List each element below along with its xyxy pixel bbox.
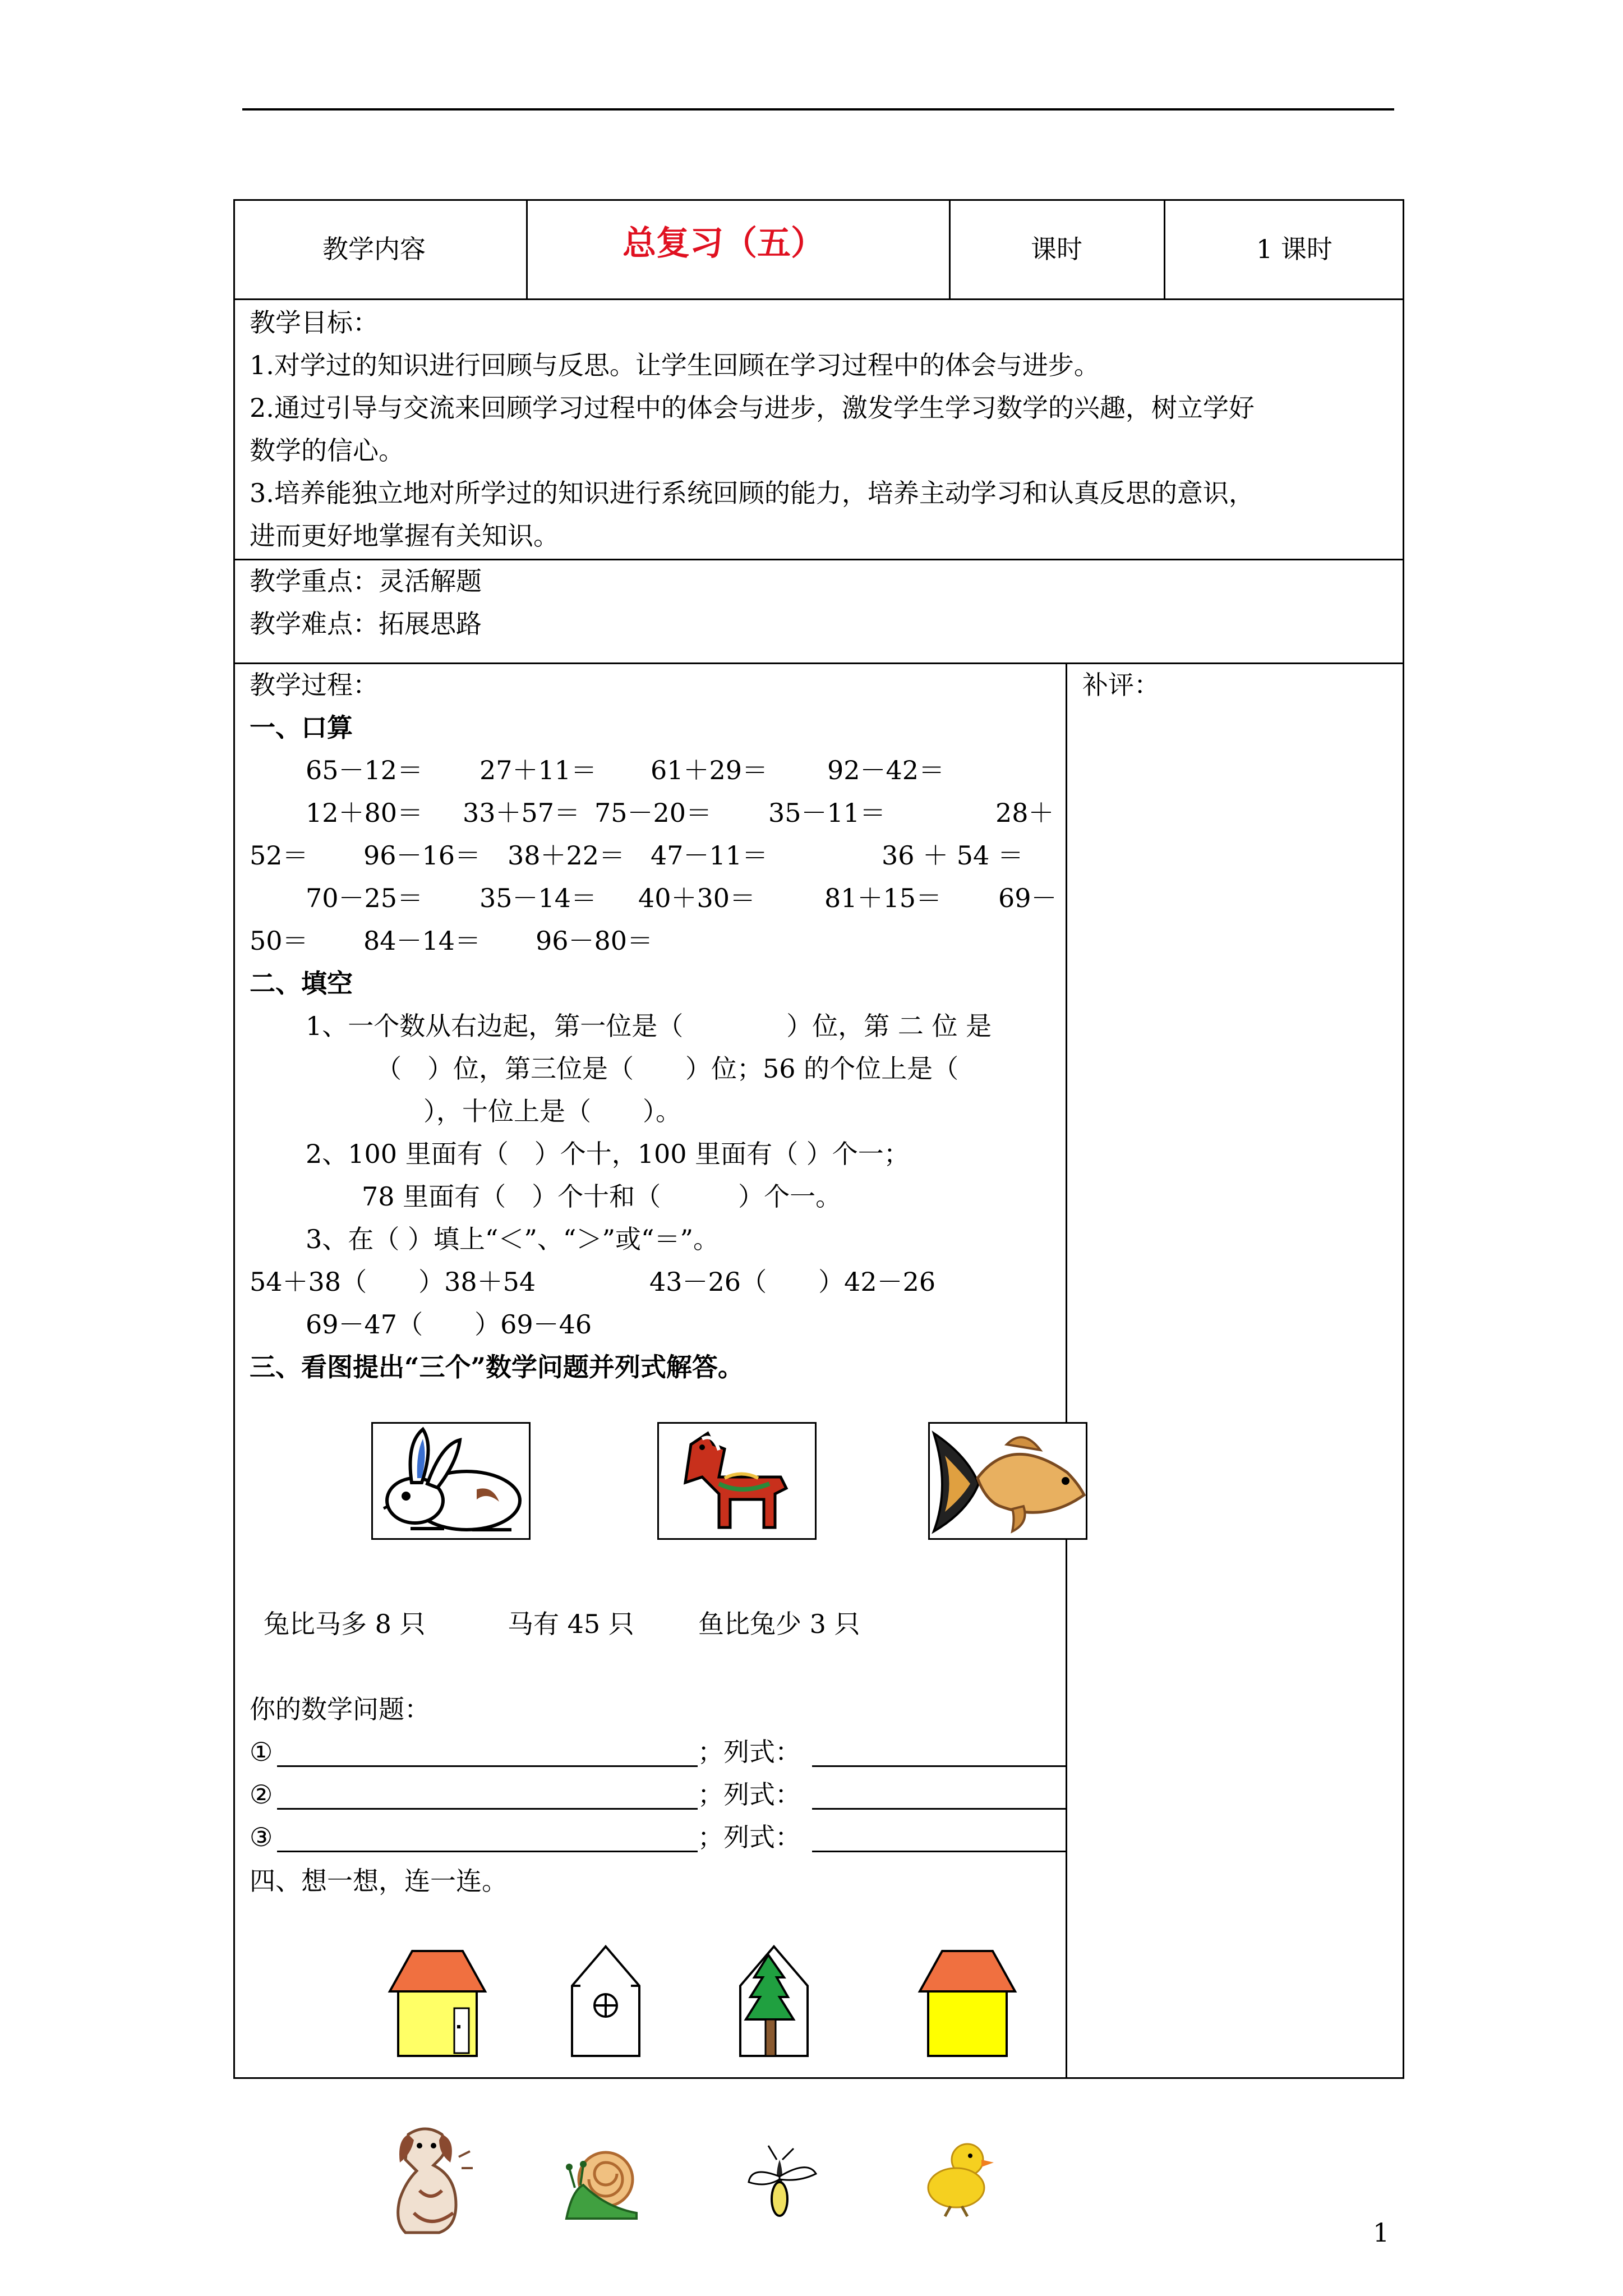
process-heading: 教学过程： bbox=[250, 670, 379, 700]
fill-q2-line2: 78 里面有（ ）个十和（ ）个一。 bbox=[362, 1181, 842, 1212]
question-blank[interactable] bbox=[277, 1765, 698, 1767]
marker: ① bbox=[250, 1737, 273, 1767]
objective-1: 1.对学过的知识进行回顾与反思。让学生回顾在学习过程中的体会与进步。 bbox=[250, 350, 1100, 380]
lesson-title: 总复习（五） bbox=[623, 224, 824, 263]
expr: 69－ bbox=[998, 883, 1057, 913]
marker: ② bbox=[250, 1779, 273, 1810]
compare-1: 54＋38（ ）38＋54 bbox=[250, 1267, 536, 1297]
caption-fish: 鱼比兔少 3 只 bbox=[698, 1609, 860, 1639]
comment-label: 补评： bbox=[1082, 670, 1160, 700]
formula-label: ；列式： bbox=[698, 1822, 801, 1852]
formula-label: ；列式： bbox=[698, 1737, 801, 1767]
rabbit-picture bbox=[371, 1422, 531, 1540]
section3-heading: 三、看图提出“三个”数学问题并列式解答。 bbox=[250, 1352, 744, 1382]
section1-heading: 一、口算 bbox=[250, 712, 353, 743]
fill-q3-line1: 3、在（ ）填上“＜”、“＞”或“＝”。 bbox=[306, 1224, 719, 1254]
expr: 47－11＝ bbox=[651, 840, 768, 871]
expr: 81＋15＝ bbox=[824, 883, 942, 913]
difficulty: 教学难点：拓展思路 bbox=[250, 609, 482, 639]
expr: 27＋11＝ bbox=[479, 755, 597, 785]
objectives-heading: 教学目标： bbox=[250, 307, 379, 338]
house-window-icon bbox=[566, 1944, 645, 2059]
house-yellow-icon bbox=[917, 1947, 1018, 2059]
formula-blank[interactable] bbox=[812, 1765, 1066, 1767]
expr: 35－11＝ bbox=[768, 798, 886, 828]
expr: 50＝ bbox=[250, 926, 308, 956]
your-question-label: 你的数学问题： bbox=[250, 1694, 430, 1724]
expr: 84－14＝ bbox=[363, 926, 481, 956]
fill-q2-line1: 2、100 里面有（ ）个十，100 里面有（ ）个一； bbox=[306, 1139, 910, 1169]
marker: ③ bbox=[250, 1822, 273, 1852]
page-number: 1 bbox=[1373, 2217, 1390, 2248]
expr: 12＋80＝ bbox=[306, 798, 423, 828]
fill-q1-line3: ），十位上是（ ）。 bbox=[423, 1096, 681, 1126]
label-class-period: 课时 bbox=[1031, 234, 1082, 264]
expr: 33＋57＝ bbox=[463, 798, 580, 828]
expr: 61＋29＝ bbox=[651, 755, 768, 785]
objective-3-line2: 进而更好地掌握有关知识。 bbox=[250, 521, 559, 551]
expr: 96－16＝ bbox=[363, 840, 481, 871]
chick-icon bbox=[923, 2140, 995, 2219]
label-teaching-content: 教学内容 bbox=[322, 234, 426, 264]
formula-label: ；列式： bbox=[698, 1779, 801, 1810]
expr: 96－80＝ bbox=[536, 926, 653, 956]
expr: 40＋30＝ bbox=[638, 883, 756, 913]
objective-2-line1: 2.通过引导与交流来回顾学习过程中的体会与进步，激发学生学习数学的兴趣，树立学好 bbox=[250, 393, 1255, 423]
objective-3-line1: 3.培养能独立地对所学过的知识进行系统回顾的能力，培养主动学习和认真反思的意识， bbox=[250, 478, 1255, 508]
house-door-icon bbox=[387, 1947, 488, 2059]
caption-rabbit: 兔比马多 8 只 bbox=[264, 1609, 426, 1639]
fill-q1-line1: 1、一个数从右边起，第一位是（ ）位，第 二 位 是 bbox=[306, 1011, 992, 1041]
dog-icon bbox=[375, 2123, 487, 2241]
expr: 52＝ bbox=[250, 840, 308, 871]
expr: 36 ＋ 54 ＝ bbox=[882, 840, 1023, 871]
firefly-icon bbox=[746, 2143, 819, 2227]
question-blank[interactable] bbox=[277, 1808, 698, 1810]
section4-heading: 四、想一想，连一连。 bbox=[250, 1866, 508, 1896]
fish-picture bbox=[928, 1422, 1087, 1540]
house-tree-icon bbox=[735, 1944, 813, 2059]
compare-2: 43－26（ ）42－26 bbox=[649, 1267, 936, 1297]
expr: 70－25＝ bbox=[306, 883, 423, 913]
snail-icon bbox=[561, 2140, 639, 2224]
expr: 35－14＝ bbox=[479, 883, 597, 913]
expr: 28＋ bbox=[995, 798, 1054, 828]
objective-2-line2: 数学的信心。 bbox=[250, 435, 404, 466]
horse-picture bbox=[657, 1422, 817, 1540]
formula-blank[interactable] bbox=[812, 1808, 1066, 1810]
formula-blank[interactable] bbox=[812, 1851, 1066, 1852]
expr: 65－12＝ bbox=[306, 755, 423, 785]
expr: 92－42＝ bbox=[827, 755, 945, 785]
expr: 75－20＝ bbox=[594, 798, 712, 828]
expr: 38＋22＝ bbox=[508, 840, 625, 871]
section2-heading: 二、填空 bbox=[250, 968, 353, 999]
key-point: 教学重点：灵活解题 bbox=[250, 566, 482, 596]
question-blank[interactable] bbox=[277, 1851, 698, 1852]
caption-horse: 马有 45 只 bbox=[508, 1609, 634, 1639]
header-rule bbox=[242, 108, 1394, 111]
compare-3: 69－47（ ）69－46 bbox=[306, 1309, 592, 1340]
class-period-value: 1 课时 bbox=[1256, 234, 1332, 264]
fill-q1-line2: （ ）位，第三位是（ ）位；56 的个位上是（ bbox=[376, 1053, 959, 1084]
